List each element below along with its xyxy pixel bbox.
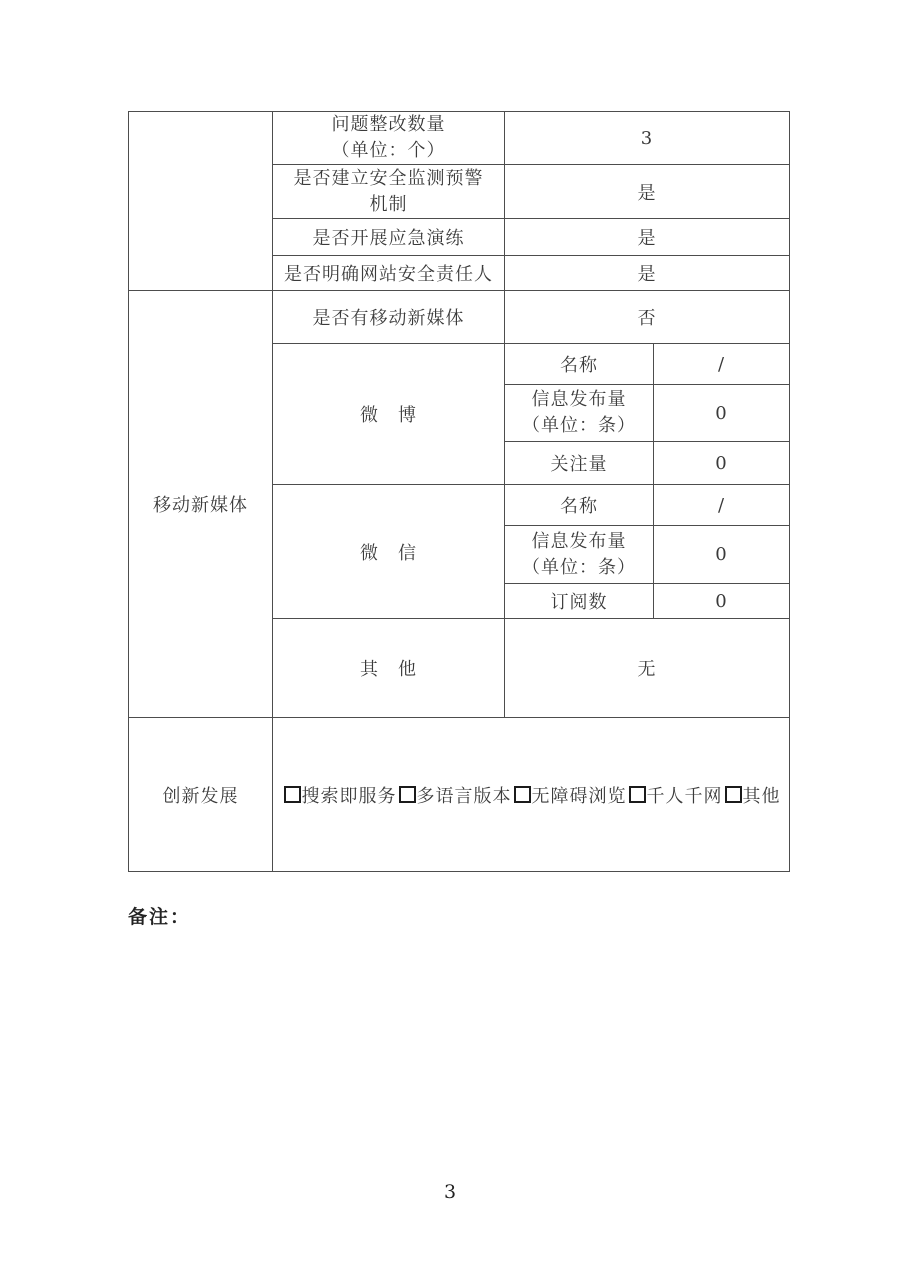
monitoring-warning-label-line1: 是否建立安全监测预警 xyxy=(293,167,484,189)
weibo-posts-value: 0 xyxy=(654,385,790,442)
weibo-group-label: 微 博 xyxy=(273,344,505,485)
monitoring-warning-label xyxy=(273,165,505,219)
checkbox-icon xyxy=(399,786,416,803)
innovation-option-label: 多语言版本 xyxy=(416,785,512,807)
wechat-name-value: / xyxy=(654,485,790,526)
innovation-option-label: 其他 xyxy=(742,785,781,807)
emergency-drill-label: 是否开展应急演练 xyxy=(273,219,505,256)
weibo-followers-value: 0 xyxy=(654,442,790,485)
weibo-name-value: / xyxy=(654,344,790,385)
wechat-group-label: 微 信 xyxy=(273,485,505,619)
wechat-posts-value: 0 xyxy=(654,526,790,584)
innovation-option xyxy=(512,782,627,808)
weibo-posts-label-line1: 信息发布量 xyxy=(531,389,627,410)
weibo-posts-label-line2: （单位：条） xyxy=(522,415,636,436)
other-media-value: 无 xyxy=(505,619,790,718)
checkbox-icon xyxy=(725,786,742,803)
has-mobile-media-label: 是否有移动新媒体 xyxy=(273,291,505,344)
wechat-posts-label-line1: 信息发布量 xyxy=(531,530,627,552)
emergency-drill-value: 是 xyxy=(505,219,790,256)
innovation-option xyxy=(723,782,781,808)
wechat-name-label: 名称 xyxy=(505,485,654,526)
monitoring-warning-label-line2: 机制 xyxy=(369,193,408,215)
innovation-option xyxy=(627,782,723,808)
wechat-subscribers-label: 订阅数 xyxy=(505,584,654,619)
monitoring-warning-value: 是 xyxy=(505,165,790,219)
innovation-options-cell xyxy=(273,718,790,872)
report-table xyxy=(128,111,790,872)
issue-fix-count-label xyxy=(273,112,505,165)
checkbox-icon xyxy=(284,786,301,803)
security-officer-value: 是 xyxy=(505,256,790,291)
category-cell-empty xyxy=(129,112,273,291)
issue-fix-count-label-line2: （单位：个） xyxy=(331,140,446,161)
has-mobile-media-value: 否 xyxy=(505,291,790,344)
remarks-label: 备注： xyxy=(128,906,192,928)
wechat-posts-label-line2: （单位：条） xyxy=(522,556,636,578)
innovation-option xyxy=(397,782,512,808)
wechat-subscribers-value: 0 xyxy=(654,584,790,619)
category-cell-innovation: 创新发展 xyxy=(129,718,273,872)
weibo-followers-label: 关注量 xyxy=(505,442,654,485)
innovation-option xyxy=(282,782,397,808)
weibo-name-label: 名称 xyxy=(505,344,654,385)
issue-fix-count-value: 3 xyxy=(505,112,790,165)
innovation-option-label: 无障碍浏览 xyxy=(531,785,627,807)
category-cell-mobile-media: 移动新媒体 xyxy=(129,291,273,718)
other-media-label: 其 他 xyxy=(273,619,505,718)
page-number: 3 xyxy=(443,1181,457,1203)
wechat-posts-label xyxy=(505,526,654,584)
security-officer-label: 是否明确网站安全责任人 xyxy=(273,256,505,291)
checkbox-icon xyxy=(629,786,646,803)
issue-fix-count-label-line1: 问题整改数量 xyxy=(331,114,446,135)
weibo-posts-label xyxy=(505,385,654,442)
innovation-option-label: 搜索即服务 xyxy=(301,785,397,807)
checkbox-icon xyxy=(514,786,531,803)
innovation-option-label: 千人千网 xyxy=(646,785,723,807)
